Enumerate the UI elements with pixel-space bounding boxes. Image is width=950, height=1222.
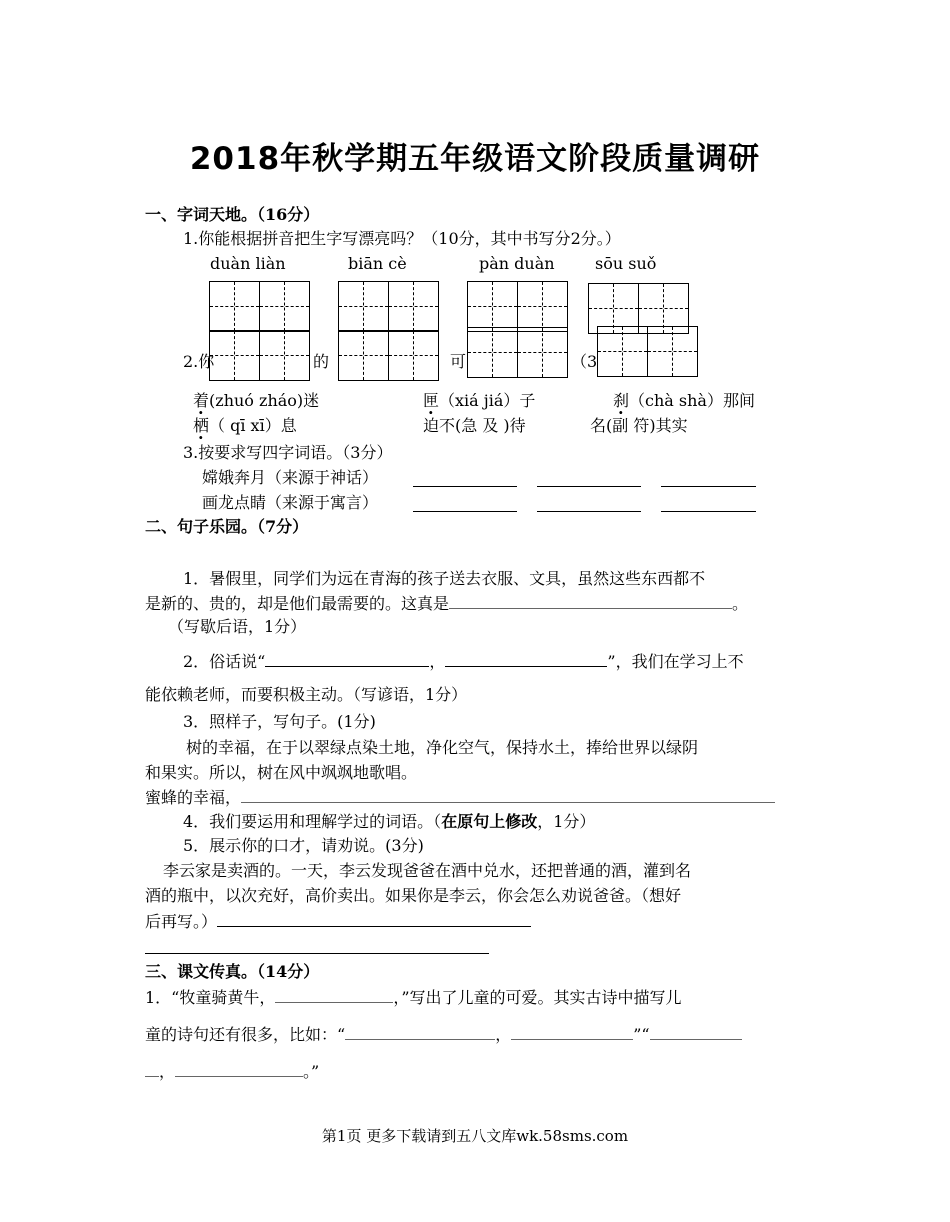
s2-q3-ex1: 树的幸福，在于以翠绿点染土地，净化空气，保持水土，捧给世界以绿阴 bbox=[186, 738, 699, 757]
s3-q1-l2 bbox=[145, 1024, 742, 1045]
answer-line[interactable] bbox=[413, 511, 517, 512]
page-title: 2018年秋学期五年级语文阶段质量调研 bbox=[189, 141, 761, 177]
poly-3-rest: （chà shà）那间 bbox=[629, 391, 755, 410]
s3-q1-b: ，”写出了儿童的可爱。其实古诗中描写儿 bbox=[393, 988, 682, 1007]
s2-q4-a: 4．我们要运用和理解学过的词语。（ bbox=[183, 812, 442, 831]
poly-4-rest: （ qī xī）息 bbox=[209, 416, 297, 435]
s3-q1-d: ， bbox=[495, 1025, 512, 1044]
s3-q1-g: 。” bbox=[303, 1062, 320, 1081]
poly-3 bbox=[613, 391, 755, 411]
s1-q3-a: 嫦娥奔月（来源于神话） bbox=[202, 468, 379, 487]
writing-box[interactable] bbox=[388, 330, 439, 381]
s3-q1-e: ”“ bbox=[633, 1025, 650, 1044]
poly-4 bbox=[193, 416, 297, 436]
writing-box[interactable] bbox=[259, 281, 310, 332]
s2-q3-ans bbox=[145, 787, 775, 808]
s2-q3-ans-text: 蜜蜂的幸福， bbox=[145, 788, 242, 807]
s1-q1: 1.你能根据拼音把生字写漂亮吗？（10分，其中书写分2分。） bbox=[183, 229, 621, 248]
s2-q2-l1 bbox=[183, 651, 744, 672]
answer-line[interactable] bbox=[217, 911, 531, 927]
s2-q1-l2-end: 。 bbox=[732, 594, 749, 613]
s2-q4 bbox=[183, 812, 595, 832]
poly-2 bbox=[423, 391, 535, 411]
writing-box[interactable] bbox=[467, 327, 518, 378]
s2-q5-l1: 李云家是卖酒的。一天，李云发现爸爸在酒中兑水，还把普通的酒，灌到名 bbox=[163, 861, 692, 880]
s2-q1-l1: 1．暑假里，同学们为远在青海的孩子送去衣服、文具，虽然这些东西都不 bbox=[183, 569, 706, 588]
s2-q2-c: ”，我们在学习上不 bbox=[607, 652, 744, 671]
writing-box[interactable] bbox=[467, 281, 518, 332]
answer-line[interactable] bbox=[145, 953, 489, 954]
s2-q4-b: ，1分） bbox=[537, 812, 596, 831]
writing-box[interactable] bbox=[209, 330, 260, 381]
poly-4-char: 栖 bbox=[193, 416, 210, 435]
s2-q5: 5．展示你的口才，请劝说。(3分) bbox=[183, 836, 424, 855]
s1-q2-end: （3 bbox=[571, 352, 598, 371]
s2-q3: 3．照样子，写句子。(1分) bbox=[183, 712, 376, 731]
s2-q2-b: ， bbox=[429, 652, 446, 671]
s1-q2-mid2: 可 bbox=[450, 352, 467, 371]
s2-q2-l2: 能依赖老师，而要积极主动。（写谚语，1分） bbox=[145, 685, 468, 704]
writing-box[interactable] bbox=[388, 281, 439, 332]
poly-3-char: 刹 bbox=[613, 391, 630, 410]
writing-box[interactable] bbox=[647, 326, 698, 377]
writing-box[interactable] bbox=[338, 281, 389, 332]
writing-box[interactable] bbox=[209, 281, 260, 332]
s2-q3-ex2: 和果实。所以，树在风中飒飒地歌唱。 bbox=[145, 763, 418, 782]
s2-q1-l3: （写歇后语，1分） bbox=[168, 617, 307, 636]
s3-q1-a: 1．“牧童骑黄牛， bbox=[145, 988, 276, 1007]
answer-line[interactable] bbox=[241, 787, 775, 803]
pinyin-3: pàn duàn bbox=[479, 254, 555, 273]
writing-box[interactable] bbox=[597, 326, 648, 377]
poly-2-rest: （xiá jiá）子 bbox=[439, 391, 536, 410]
answer-line[interactable] bbox=[650, 1024, 742, 1040]
poly-1-char: 着 bbox=[193, 391, 210, 410]
answer-line[interactable] bbox=[445, 651, 607, 667]
pinyin-2: biān cè bbox=[348, 254, 407, 273]
section-1-heading: 一、字词天地。（16分） bbox=[145, 205, 320, 224]
answer-line[interactable] bbox=[537, 511, 641, 512]
poly-2-char: 匣 bbox=[423, 391, 440, 410]
answer-line[interactable] bbox=[661, 511, 756, 512]
answer-line[interactable] bbox=[413, 486, 517, 487]
s2-q5-l3-text: 后再写。） bbox=[145, 912, 218, 931]
s3-q1-f: ， bbox=[159, 1062, 176, 1081]
pinyin-1: duàn liàn bbox=[210, 254, 286, 273]
answer-line[interactable] bbox=[449, 593, 732, 609]
answer-line[interactable] bbox=[175, 1061, 303, 1077]
s1-q2-mid1: 的 bbox=[313, 352, 330, 371]
section-3-heading: 三、课文传真。（14分） bbox=[145, 962, 320, 981]
s2-q2-a: 2．俗话说“ bbox=[183, 652, 266, 671]
answer-line[interactable] bbox=[275, 987, 393, 1003]
s2-q1-l2-text: 是新的、贵的，却是他们最需要的。这真是 bbox=[145, 594, 450, 613]
writing-box[interactable] bbox=[259, 330, 310, 381]
page-footer: 第1页 更多下载请到五八文库wk.58sms.com bbox=[321, 1127, 629, 1145]
s3-q1-c: 童的诗句还有很多，比如：“ bbox=[145, 1025, 346, 1044]
choice-2: 名(副 符)其实 bbox=[590, 416, 688, 435]
pinyin-4: sōu suǒ bbox=[595, 254, 657, 273]
section-2-heading: 二、句子乐园。（7分） bbox=[145, 517, 309, 536]
s1-q2-start: 2.你 bbox=[183, 352, 215, 371]
writing-box[interactable] bbox=[517, 281, 568, 332]
writing-box[interactable] bbox=[517, 327, 568, 378]
poly-1 bbox=[193, 391, 319, 411]
s2-q1-l2 bbox=[145, 593, 748, 614]
poly-1-rest: (zhuó zháo)迷 bbox=[209, 391, 320, 410]
answer-line[interactable] bbox=[537, 486, 641, 487]
answer-line[interactable] bbox=[265, 651, 429, 667]
choice-1: 迫不(急 及 )待 bbox=[423, 416, 526, 435]
s3-q1-l1 bbox=[145, 987, 682, 1008]
s1-q3: 3.按要求写四字词语。（3分） bbox=[183, 443, 393, 462]
s2-q5-l3 bbox=[145, 911, 531, 932]
writing-box[interactable] bbox=[338, 330, 389, 381]
answer-line[interactable] bbox=[511, 1024, 633, 1040]
s1-q3-b: 画龙点睛（来源于寓言） bbox=[202, 493, 379, 512]
s3-q1-l3 bbox=[145, 1061, 319, 1082]
answer-line[interactable] bbox=[345, 1024, 495, 1040]
s2-q5-l2: 酒的瓶中，以次充好，高价卖出。如果你是李云，你会怎么劝说爸爸。（想好 bbox=[145, 886, 682, 905]
answer-line[interactable] bbox=[661, 486, 756, 487]
answer-line[interactable] bbox=[145, 1061, 159, 1077]
s2-q4-bold: 在原句上修改 bbox=[441, 812, 538, 831]
